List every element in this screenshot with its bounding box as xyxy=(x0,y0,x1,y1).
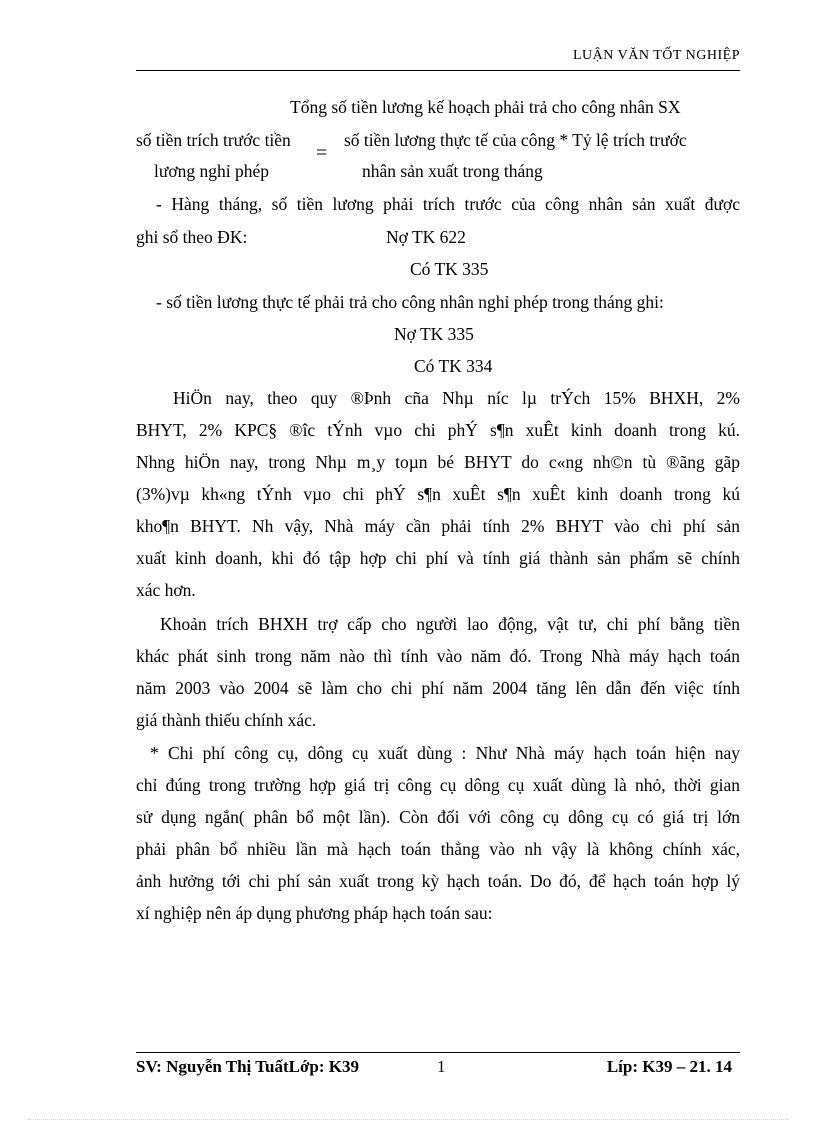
formula-equals: = xyxy=(316,142,328,164)
para4-line4: giá thành thiếu chính xác. xyxy=(136,710,317,730)
para3-line5: kho¶n BHYT. Nh vậy, Nhà máy cần phải tính 2% BHYT vào chi phí sản xyxy=(136,516,740,536)
para2-line3: Có TK 334 xyxy=(414,356,493,376)
header-divider xyxy=(136,70,740,71)
running-header: LUẬN VĂN TỐT NGHIỆP xyxy=(573,48,740,63)
para4-line3: năm 2003 vào 2004 sẽ làm cho chi phí năm 2004 tăng lên dẫn đến việc tính xyxy=(136,678,740,698)
para1-line2a: ghi sổ theo ĐK: xyxy=(136,227,248,247)
footer-author: SV: Nguyễn Thị TuấtLớp: K39 xyxy=(136,1057,359,1076)
page-bottom-edge xyxy=(28,1119,788,1120)
formula-right-line1: số tiền lương thực tế của công * Tỷ lệ trích trước xyxy=(344,130,687,150)
formula-right-line2: nhân sản xuất trong tháng xyxy=(362,161,543,181)
page-number: 1 xyxy=(437,1057,446,1076)
para2-line2: Nợ TK 335 xyxy=(394,324,474,344)
para3-line4: (3%)vµ kh«ng tÝnh vµo chi phÝ s¶n xuÊt s¶n xuÊt kinh doanh trong kú xyxy=(136,484,740,504)
para3-line7: xác hơn. xyxy=(136,580,196,600)
para1-line1: - Hàng tháng, số tiền lương phải trích trước của công nhân sản xuất được xyxy=(156,194,740,214)
formula-left-line2: lương nghỉ phép xyxy=(154,161,269,181)
para5-line3: sử dụng ngắn( phân bổ một lần). Còn đối với công cụ dông cụ có giá trị lớn xyxy=(136,807,740,827)
para3-line3: Nhng hiÖn nay, trong Nhµ m¸y toµn bé BHYT do c«ng nh©n tù ®ãng gãp xyxy=(136,452,740,472)
formula-top: Tổng số tiền lương kế hoạch phải trả cho công nhân SX xyxy=(290,97,681,117)
para3-line1: HiÖn nay, theo quy ®Þnh cña Nhµ níc lµ trÝch 15% BHXH, 2% xyxy=(173,388,740,408)
para3-line2: BHYT, 2% KPC§ ®îc tÝnh vµo chi phÝ s¶n xuÊt kinh doanh trong kú. xyxy=(136,420,740,440)
para1-line3: Có TK 335 xyxy=(410,259,489,279)
footer-divider xyxy=(136,1052,740,1053)
footer-class: Líp: K39 – 21. 14 xyxy=(606,1057,732,1076)
para3-line6: xuất kinh doanh, khi đó tập hợp chi phí và tính giá thành sản phẩm sẽ chính xyxy=(136,548,740,568)
para5-line6: xí nghiệp nên áp dụng phương pháp hạch toán sau: xyxy=(136,903,493,923)
para5-line5: ảnh hưởng tới chi phí sản xuất trong kỳ hạch toán. Do đó, để hạch toán hợp lý xyxy=(136,871,740,891)
para1-line2b: Nợ TK 622 xyxy=(386,227,466,247)
para5-line2: chỉ đúng trong trường hợp giá trị công cụ dông cụ xuất dùng là nhỏ, thời gian xyxy=(136,775,740,795)
para5-line4: phải phân bổ nhiều lần mà hạch toán thẳng vào nh vậy là không chính xác, xyxy=(136,839,740,859)
para2-line1: - số tiền lương thực tế phải trả cho công nhân nghỉ phép trong tháng ghi: xyxy=(156,292,664,312)
para5-line1: * Chi phí công cụ, dông cụ xuất dùng : Như Nhà máy hạch toán hiện nay xyxy=(150,743,740,763)
para4-line2: khác phát sinh trong năm nào thì tính vào năm đó. Trong Nhà máy hạch toán xyxy=(136,646,740,666)
formula-left-line1: số tiền trích trước tiền xyxy=(136,130,291,150)
para4-line1: Khoản trích BHXH trợ cấp cho người lao động, vật tư, chi phí bằng tiền xyxy=(160,614,740,634)
